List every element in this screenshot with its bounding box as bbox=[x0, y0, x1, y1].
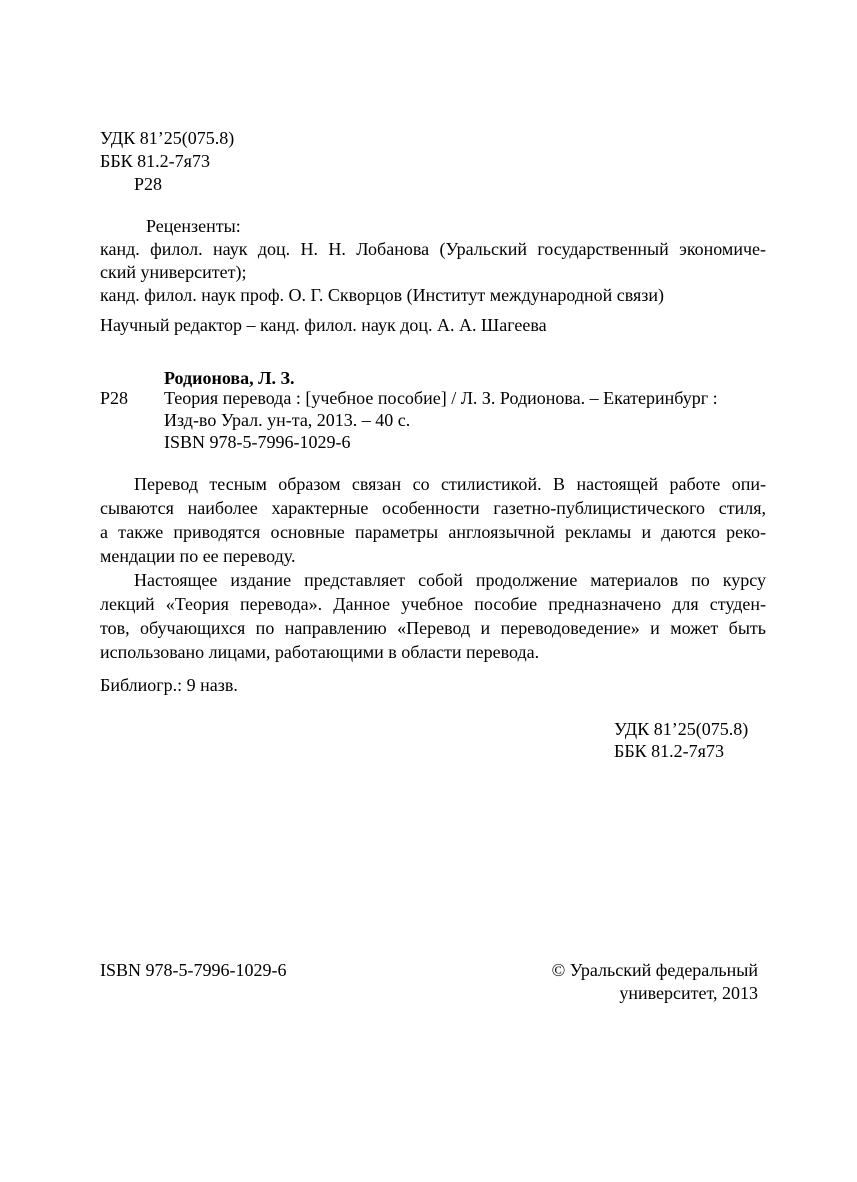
annotation-p2-line-3: тов, обучающихся по направлению «Перевод и переводоведение» и может быть bbox=[100, 618, 766, 638]
copyright-line-1: © Уральский федеральный bbox=[551, 960, 758, 980]
reviewers-heading: Рецензенты: bbox=[146, 216, 241, 236]
annotation-p1-line-1: Перевод тесным образом связан со стилистикой. В настоящей работе опи- bbox=[134, 474, 766, 494]
record-author: Родионова, Л. З. bbox=[164, 368, 295, 388]
bbk-code-bottom: ББК 81.2-7я73 bbox=[614, 741, 724, 761]
scientific-editor: Научный редактор – канд. филол. наук доц. А. А. Шагеева bbox=[100, 315, 547, 335]
footer-isbn: ISBN 978-5-7996-1029-6 bbox=[100, 960, 287, 980]
record-title-line: Теория перевода : [учебное пособие] / Л. З. Родионова. – Екатеринбург : bbox=[164, 388, 718, 408]
bibliography-count: Библиогр.: 9 назв. bbox=[100, 675, 238, 695]
reviewer-2: канд. филол. наук проф. О. Г. Скворцов (Институт международной связи) bbox=[100, 285, 665, 305]
annotation-p2-line-2: лекций «Теория перевода». Данное учебное пособие предназначено для студен- bbox=[100, 594, 766, 614]
reviewer-1-line-2: ский университет); bbox=[100, 262, 247, 282]
record-publisher-line: Изд-во Урал. ун-та, 2013. – 40 с. bbox=[164, 410, 411, 430]
annotation-p1-line-2: сываются наиболее характерные особенности газетно-публицистического стиля, bbox=[100, 498, 766, 518]
copyright-line-2: университет, 2013 bbox=[619, 983, 758, 1003]
record-isbn: ISBN 978-5-7996-1029-6 bbox=[164, 432, 351, 452]
annotation-p2-line-1: Настоящее издание представляет собой продолжение материалов по курсу bbox=[134, 570, 766, 590]
record-author-mark: Р28 bbox=[100, 388, 129, 408]
annotation-p2-line-4: использовано лицами, работающими в области перевода. bbox=[100, 642, 540, 662]
annotation-p1-line-3: а также приводятся основные параметры англоязычной рекламы и даются реко- bbox=[100, 522, 766, 542]
annotation-p1-line-4: мендации по ее переводу. bbox=[100, 546, 296, 566]
author-mark: Р28 bbox=[134, 174, 163, 194]
reviewer-1-line-1: канд. филол. наук доц. Н. Н. Лобанова (Уральский государственный экономиче- bbox=[100, 239, 766, 259]
udk-code: УДК 81’25(075.8) bbox=[100, 128, 235, 148]
bbk-code: ББК 81.2-7я73 bbox=[100, 151, 210, 171]
udk-code-bottom: УДК 81’25(075.8) bbox=[614, 719, 749, 739]
